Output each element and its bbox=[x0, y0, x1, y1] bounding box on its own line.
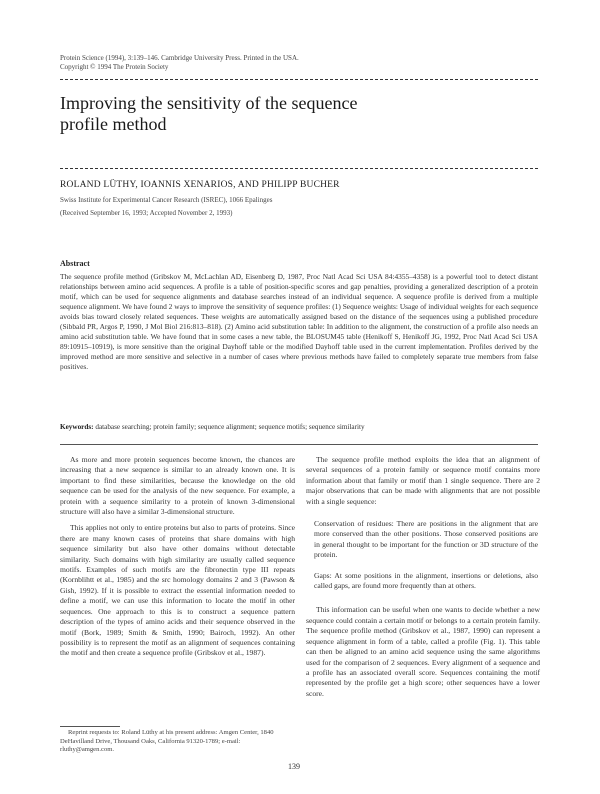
header-rule bbox=[60, 79, 538, 80]
body-paragraph: As more and more protein sequences become known, the chances are increasing that a new sequence is similar to an already known one. It is important to find these similarities, because the knowledge on the old sequence can be used for the analysis of the new sequence. For example, a protein with a sequence similarity to a protein of known 3-dimensional structure will also have a similar 3-dimensional structure. bbox=[60, 455, 295, 517]
abstract-heading: Abstract bbox=[60, 259, 90, 268]
observation-conservation: Conservation of residues: There are positions in the alignment that are more conserved than the other positions. Those conserved positions are in general thought to be important for the function or 3D structure of the protein. bbox=[314, 519, 538, 560]
author-list: ROLAND LÜTHY, IOANNIS XENARIOS, AND PHILIPP BUCHER bbox=[60, 180, 340, 190]
body-paragraph: This applies not only to entire proteins but also to parts of proteins. Since there are many known cases of proteins that share domains with high sequence similarity but also have other domains without detectable similarity. Such domains with high similarity are usually called sequence motifs. Examples of such motifs are the fibronectin type III repeats (Kornblihtt et al., 1985) and the src homology domains 2 and 3 (Pawson & Gish, 1992). If it is possible to extract the essential information needed to define a motif, we can use this information to locate the motif in other sequences. One approach to this is to construct a sequence pattern description of the types of amino acids and their sequence observed in the motif (Bork, 1989; Smith & Smith, 1990; Bairoch, 1992). An other possibility is to represent the motif as an alignment of sequences containing the motif and then create a sequence profile (Gribskov et al., 1987). bbox=[60, 523, 295, 658]
journal-citation bbox=[60, 54, 299, 72]
affiliation: Swiss Institute for Experimental Cancer Research (ISREC), 1066 Epalinges bbox=[60, 196, 273, 204]
footnote-rule bbox=[60, 726, 120, 727]
received-dates: (Received September 16, 1993; Accepted November 2, 1993) bbox=[60, 209, 233, 217]
page-number: 139 bbox=[288, 762, 300, 771]
body-paragraph: The sequence profile method exploits the idea that an alignment of several sequences of a protein family or sequence motif contains more information about that family or motif than 1 single sequence. There are 2 major observations that can be made with alignments that are not possible with a single sequence: bbox=[306, 455, 540, 506]
keywords-text: database searching; protein family; sequence alignment; sequence motifs; sequence similarity bbox=[95, 423, 365, 431]
article-title: Improving the sensitivity of the sequence profile method bbox=[60, 93, 358, 134]
abstract-body: The sequence profile method (Gribskov M, McLachlan AD, Eisenberg D, 1987, Proc Natl Acad Sci USA 84:4355–4358) is a powerful tool to detect distant relationships between amino acid sequences. A profile is a table of position-specific scores and gap penalties, providing a generalized description of a protein motif, which can be used for sequence alignments and database searches instead of an individual sequence. A sequence profile is derived from a multiple sequence alignment. We have found 2 ways to improve the sensitivity of sequence profiles: (1) Sequence weights: Usage of individual weights for each sequence avoids bias toward closely related sequences. These weights are automatically assigned based on the distance of the sequences using a published procedure (Sibbald PR, Argos P, 1990, J Mol Biol 216:813–818). (2) Amino acid substitution table: In addition to the alignment, the construction of a profile also needs an amino acid substitution table. We have found that in some cases a new table, the BLOSUM45 table (Henikoff S, Henikoff JG, 1992, Proc Natl Acad Sci USA 89:10915–10919), is more sensitive than the original Dayhoff table or the modified Dayhoff table used in the current implementation. Profiles derived by the improved method are more sensitive and selective in a number of cases where previous methods have failed to completely separate true members from false positives. bbox=[60, 272, 538, 371]
journal-citation-line: Protein Science (1994), 3:139–146. Cambridge University Press. Printed in the USA. bbox=[60, 54, 299, 62]
copyright-line: Copyright © 1994 The Protein Society bbox=[60, 63, 169, 71]
title-rule bbox=[60, 168, 538, 169]
footnote: Reprint requests to: Roland Lüthy at his present address: Amgen Center, 1840 DeHavilland Drive, Thousand Oaks, California 91320-1789; e-mail: rluthy@amgen.com. bbox=[60, 729, 274, 754]
keywords-label: Keywords: bbox=[60, 423, 94, 431]
keywords bbox=[60, 423, 538, 432]
body-paragraph: This information can be useful when one wants to decide whether a new sequence could contain a certain motif or belongs to a certain protein family. The sequence profile method (Gribskov et al., 1987, 1990) can represent a sequence alignment in form of a table, called a profile (Fig. 1). This table can then be aligned to an amino acid sequence using the same algorithms used for the comparison of 2 sequences. Every alignment of a sequence and a profile has an associated overall score. Sequences containing the motif represented by the profile get a high score; other sequences have a lower score. bbox=[306, 605, 540, 698]
observation-gaps: Gaps: At some positions in the alignment, insertions or deletions, also called gaps, are found more frequently than at others. bbox=[314, 570, 538, 591]
right-column bbox=[306, 455, 540, 705]
abstract-rule bbox=[60, 444, 538, 445]
left-column bbox=[60, 455, 295, 665]
